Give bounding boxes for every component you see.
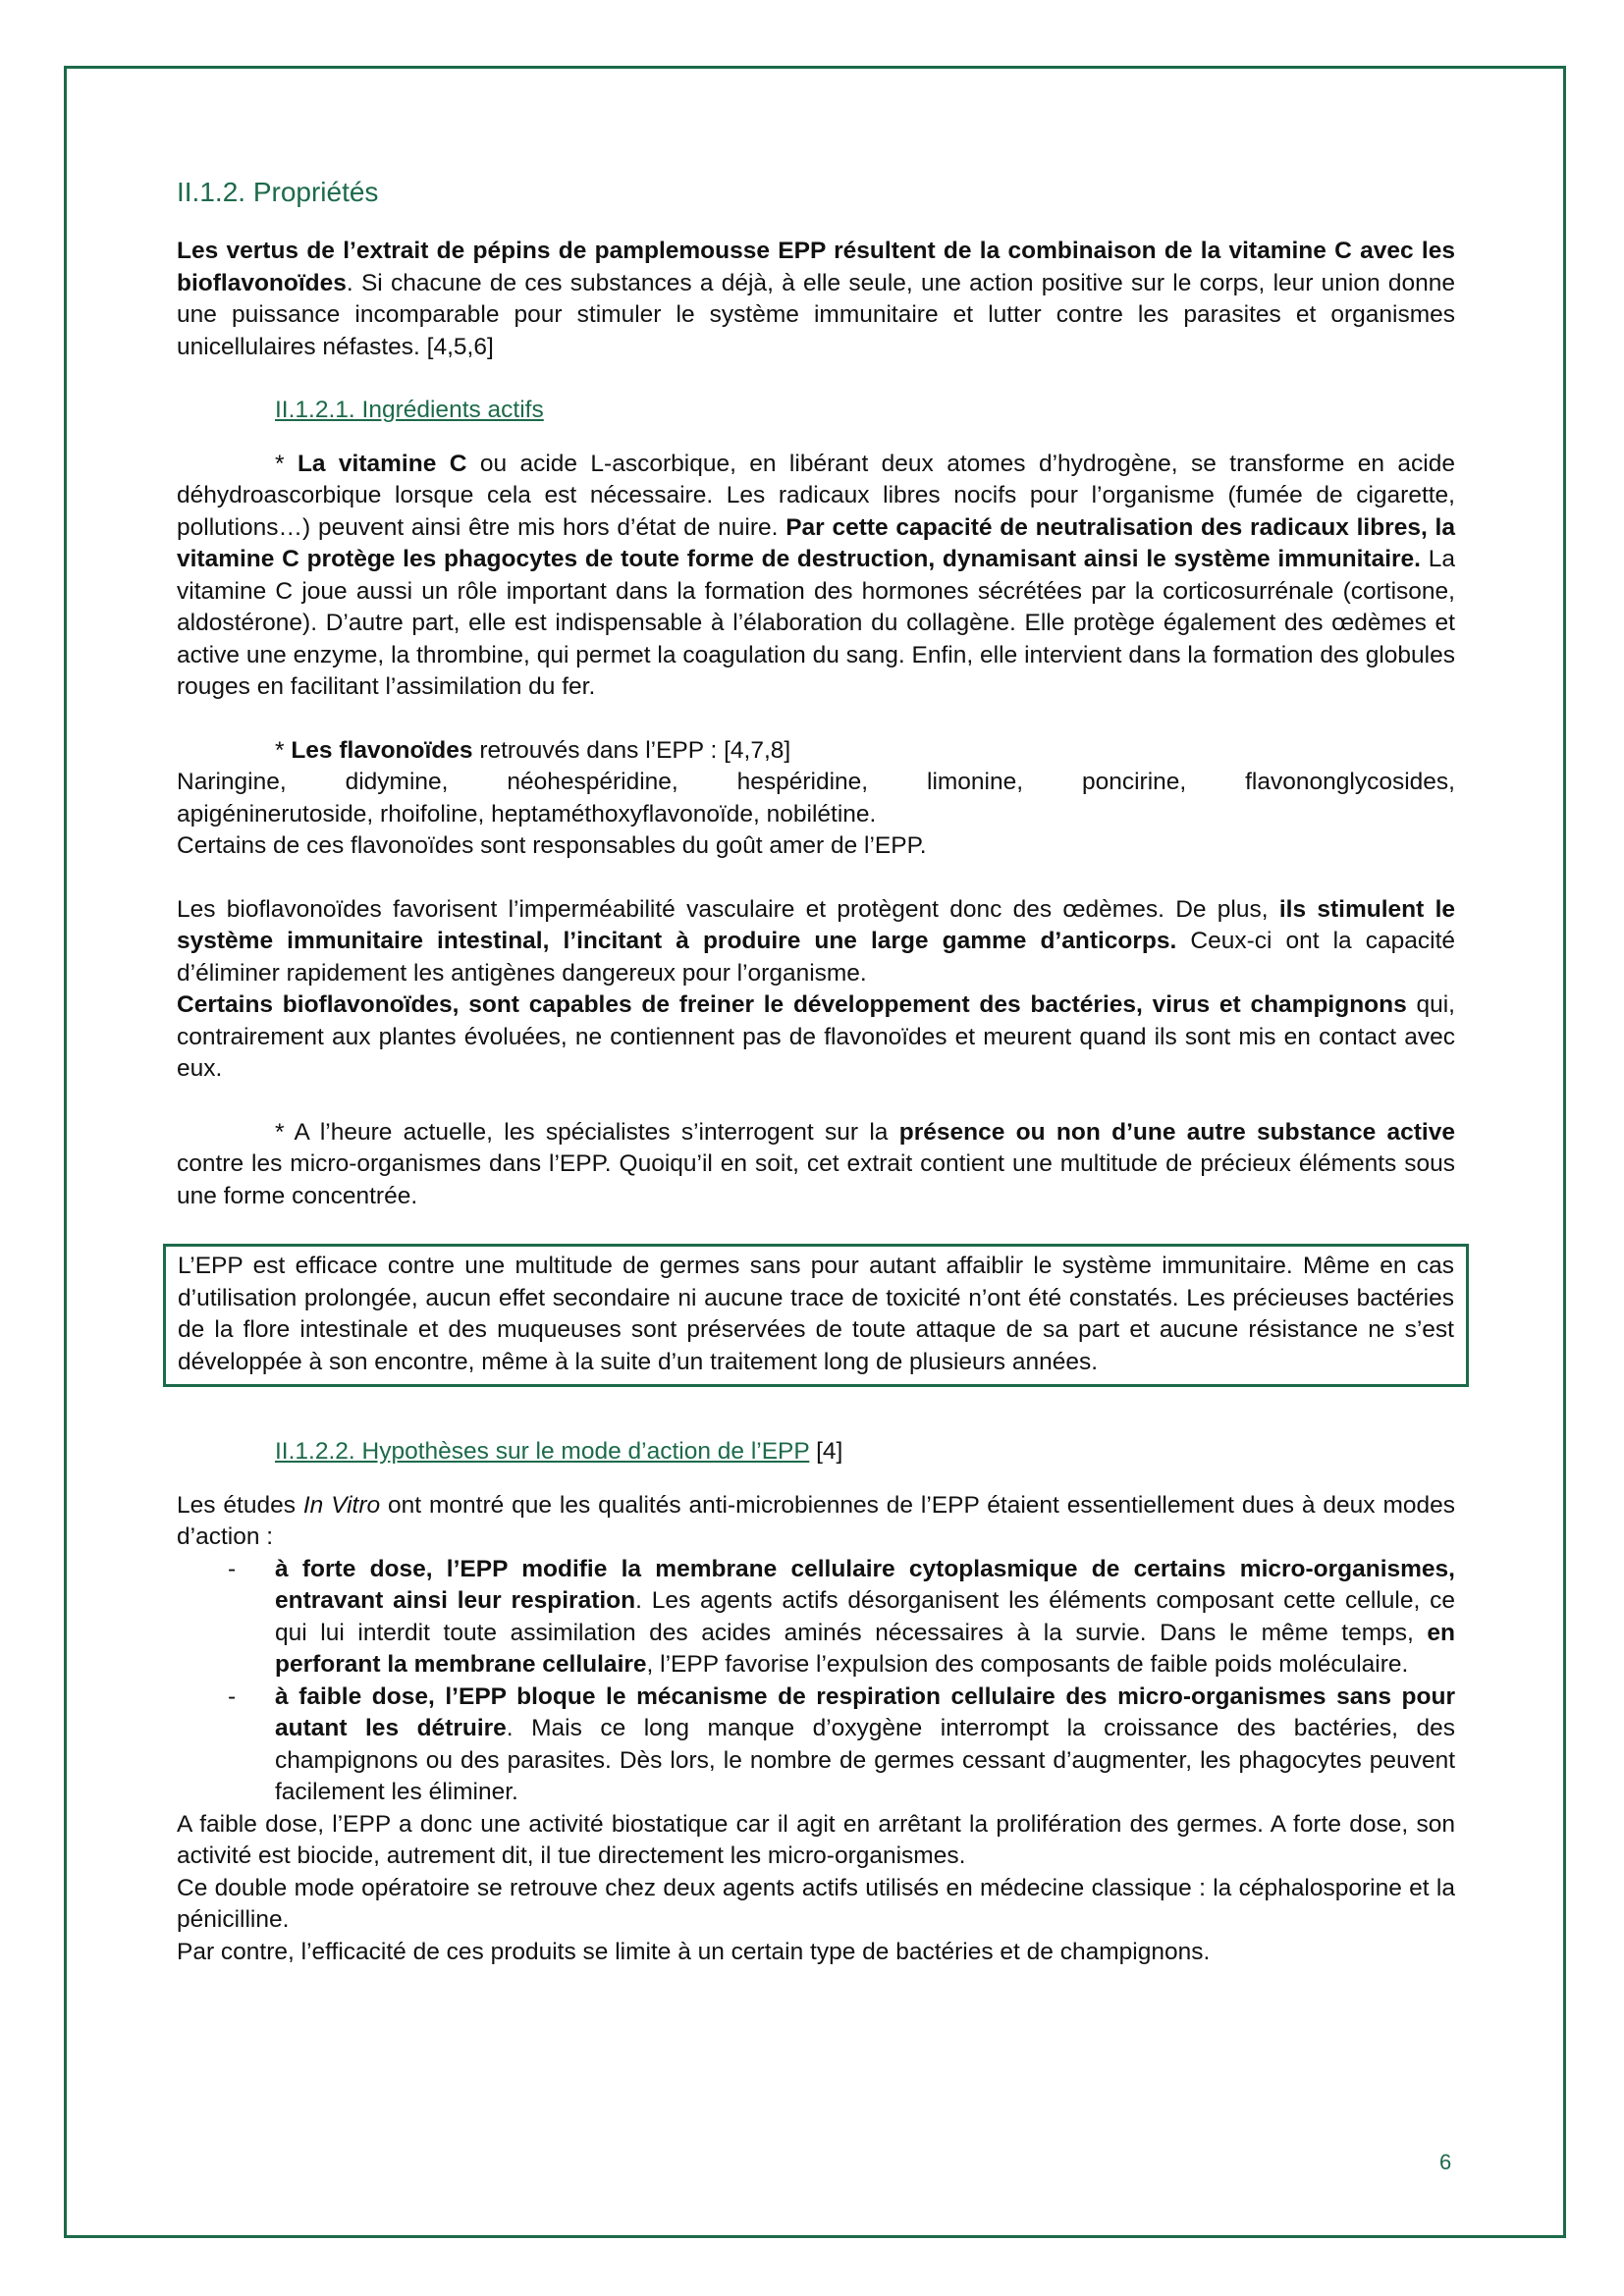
page-number: 6 (1439, 2150, 1452, 2174)
closing-paragraph: A faible dose, l’EPP a donc une activité biostatique car il agit en arrêtant la prolifération des germes. A forte dose, son activité est biocide, autrement dit, il tue directement les micro-organismes. (177, 1810, 1455, 1869)
flavonoid-item: néohespéridine, (507, 769, 678, 795)
flavonoid-item: didymine, (345, 769, 449, 795)
closing-paragraph: Ce double mode opératoire se retrouve chez deux agents actifs utilisés en médecine classique : la céphalosporine et la pénicilline. (177, 1874, 1455, 1933)
intro-paragraph: Les vertus de l’extrait de pépins de pamplemousse EPP résultent de la combinaison de la vitamine C avec les bioflavonoïdes. Si chacune de ces substances a déjà, à elle seule, une action positive sur le corps, leur union donne une puissance incomparable pour stimuler le système immunitaire et lutter contre les parasites et organismes unicellulaires néfastes. [4,5,6] (177, 238, 1455, 360)
in-vitro-paragraph: Les études In Vitro ont montré que les qualités anti-microbiennes de l’EPP étaient essentiellement dues à deux modes d’action : (177, 1491, 1455, 1550)
section-title: II.1.2. Propriétés (177, 177, 379, 207)
highlight-box (163, 1244, 1469, 1387)
subsection-title-hypotheses: II.1.2.2. Hypothèses sur le mode d’action de l’EPP [4] (275, 1438, 843, 1465)
flavonoid-list-row (177, 767, 1455, 799)
flavonoid-item: poncirine, (1081, 769, 1187, 795)
highlight-box-text: L’EPP est efficace contre une multitude de germes sans pour autant affaiblir le système immunitaire. Même en cas d’utilisation prolongée, aucun effet secondaire ni aucune trace de toxicité n’ont été constatés. Les précieuses bactéries de la flore intestinale et des muqueuses sont préservées de toute attaque de sa part et aucune résistance ne s’est développée à son encontre, même à la suite d’un traitement long de plusieurs années. (178, 1253, 1454, 1375)
flavonoid-item: hespéridine, (736, 769, 869, 795)
list-item-low-dose: - à faible dose, l’EPP bloque le mécanisme de respiration cellulaire des micro-organismes sans pour autant les détruire. Mais ce long manque d’oxygène interrompt la croissance des bactéries, des champignons ou des parasites. Dès lors, le nombre de germes cessant d’augmenter, les phagocytes peuvent facilement les éliminer. (228, 1682, 1456, 1805)
bioflavonoids-paragraph: Les bioflavonoïdes favorisent l’imperméabilité vasculaire et protègent donc des œdèmes. De plus, ils stimulent le système immunitaire intestinal, l’incitant à produire une large gamme d’anticorps. Ceux-ci ont la capacité d’éliminer rapidement les antigènes dangereux pour l’organisme. (177, 895, 1456, 987)
flavonoid-bitterness: Certains de ces flavonoïdes sont responsables du goût amer de l’EPP. (177, 832, 927, 859)
intro-bold: Les vertus de l’extrait de pépins de pamplemousse EPP résultent de la combinaison de la vitamine C avec les bioflavonoïdes (177, 238, 1455, 296)
action-modes-list (177, 1554, 1455, 1809)
flavonoid-list-continued: apigéninerutoside, rhoifoline, heptaméthoxyflavonoïde, nobilétine. (177, 800, 877, 828)
document-body (177, 175, 1455, 1968)
flavonoid-item: flavononglycosides, (1245, 769, 1455, 795)
subsection-title-ingredients: II.1.2.1. Ingrédients actifs (275, 397, 544, 423)
vitamin-c-paragraph: * La vitamine C ou acide L-ascorbique, en libérant deux atomes d’hydrogène, se transforme en acide déhydroascorbique lorsque cela est nécessaire. Les radicaux libres nocifs pour l’organisme (fumée de cigarette, pollutions…) peuvent ainsi être mis hors d’état de nuire. Par cette capacité de neutralisation des radicaux libres, la vitamine C protège les phagocytes de toute forme de destruction, dynamisant ainsi le système immunitaire. La vitamine C joue aussi un rôle important dans la formation des hormones sécrétées par la corticosurrénale (cortisone, aldostérone). D’autre part, elle est indispensable à l’élaboration du collagène. Elle protège également des œdèmes et active une enzyme, la thrombine, qui permet la coagulation du sang. Enfin, elle intervient dans la formation des globules rouges en facilitant l’assimilation du fer. (177, 450, 1455, 700)
flavonoids-heading: * Les flavonoïdes retrouvés dans l’EPP : [4,7,8] (275, 736, 791, 764)
flavonoid-item: Naringine, (177, 769, 287, 795)
list-item-high-dose: - à forte dose, l’EPP modifie la membrane cellulaire cytoplasmique de certains micro-organismes, entravant ainsi leur respiration. Les agents actifs désorganisent les éléments composant cette cellule, ce qui lui interdit toute assimilation des acides aminés nécessaires à la survie. Dans le même temps, en perforant la membrane cellulaire, l’EPP favorise l’expulsion des composants de faible poids moléculaire. (228, 1555, 1455, 1678)
bioflavonoids-paragraph-2: Certains bioflavonoïdes, sont capables de freiner le développement des bactéries, virus et champignons qui, contrairement aux plantes évoluées, ne contiennent pas de flavonoïdes et meurent quand ils sont mis en contact avec eux. (177, 991, 1455, 1082)
closing-paragraph: Par contre, l’efficacité de ces produits se limite à un certain type de bactéries et de champignons. (177, 1938, 1211, 1965)
active-substance-paragraph: * A l’heure actuelle, les spécialistes s’interrogent sur la présence ou non d’une autre substance active contre les micro-organismes dans l’EPP. Quoiqu’il en soit, cet extrait contient une multitude de précieux éléments sous une forme concentrée. (177, 1118, 1455, 1209)
flavonoid-item: limonine, (927, 769, 1024, 795)
